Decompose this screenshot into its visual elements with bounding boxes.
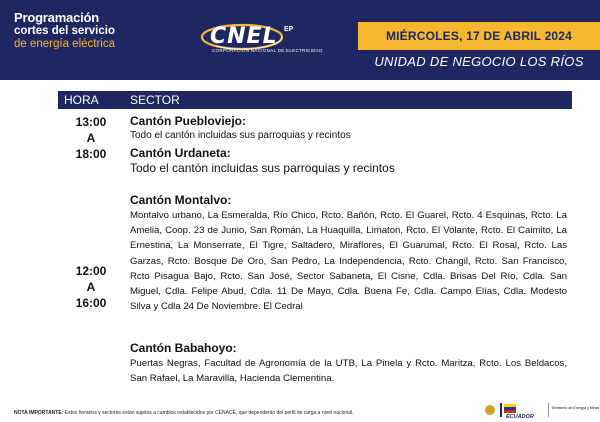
ministry-text: Ministerio de Energía y Minas <box>552 406 600 410</box>
cnel-logo-tagline: CORPORACIÓN NACIONAL DE ELECTRICIDAD <box>212 48 323 53</box>
canton-description: Todo el cantón incluidas sus parroquias y recintos <box>130 161 395 175</box>
gov-text: ECUADOR <box>506 414 534 420</box>
sector-montalvo <box>130 193 567 314</box>
sector-urdaneta <box>130 146 567 176</box>
canton-name: Cantón Montalvo: <box>130 193 232 207</box>
time-slot-1 <box>58 114 124 162</box>
cnel-logo-ep: EP <box>284 26 294 33</box>
canton-description: Montalvo urbano, La Esmeralda, Río Chico, Rcto. Bañón, Rcto. El Guarel, Rcto. 4 Esquinas, Rcto. La Amelia, Coop. 23 de Junio, San Román, La Huaquilla, Limaton, Rcto. El Volante, Rcto. El Caimito, La Ernestina, La Monserrate, El Tigre, Saltadero, Miraflores, El Guarumal, Rcto. El Rosal, Rcto. Las Garzas, Rcto. Bosque De Oro, San Pedro, La Independencia, Rcto. Changil, Rcto. San Francisco, Rcto Pisagua Bajo, Rcto. San José, Sector Sabaneta, El Cisne, Cdla. Brisas Del Río, Cdla. San Miguel, Cdla. Felipe Abud, Cdla. 11 De Mayo, Cdla. Buena Fe, Cdla. Campo Elías, Cdla. Modesto Silva y Cdla 24 De Noviembre. El Cedral <box>130 210 567 313</box>
table-header <box>58 91 572 109</box>
time-start: 12:00 <box>75 264 107 278</box>
time-separator: A <box>86 280 96 294</box>
program-title-block <box>14 10 164 51</box>
program-subtitle-accent: de energía eléctrica <box>14 38 116 50</box>
time-start: 13:00 <box>75 115 107 129</box>
canton-name: Cantón Urdaneta: <box>130 146 231 160</box>
note-text: Estos horarios y sectores están sujetos a cambios establecidos por CENACE, que dependerán del perfil de carga a nivel nacional. <box>64 410 354 416</box>
important-note <box>14 410 354 416</box>
canton-name: Cantón Puebloviejo: <box>130 114 247 128</box>
date-text: MIÉRCOLES, 17 DE ABRIL 2024 <box>385 29 573 43</box>
canton-description: Puertas Negras, Facultad de Agronomía de la UTB, La Pinela y Rcto. Maritza, Rcto. Los Beldacos, San Rafael, La Maravilla, Hacienda Clementina. <box>130 358 567 385</box>
program-title: Programación <box>14 10 100 25</box>
time-slot-2 <box>58 263 124 311</box>
column-header-hora: HORA <box>64 93 99 107</box>
column-header-sector: SECTOR <box>130 93 180 107</box>
canton-name: Cantón Babahoyo: <box>130 341 237 355</box>
note-label: NOTA IMPORTANTE: <box>14 410 64 416</box>
business-unit-title: UNIDAD DE NEGOCIO LOS RÍOS <box>374 54 584 69</box>
time-end: 18:00 <box>75 147 107 161</box>
sector-babahoyo <box>130 341 567 386</box>
sector-puebloviejo <box>130 114 567 143</box>
time-end: 16:00 <box>75 296 107 310</box>
ecuador-government-logo-icon <box>484 400 600 420</box>
time-separator: A <box>86 131 96 145</box>
date-banner <box>358 22 600 50</box>
cnel-logo-text: CNEL <box>210 24 278 49</box>
program-subtitle: cortes del servicio <box>14 25 115 37</box>
canton-description: Todo el cantón incluidas sus parroquias y recintos <box>130 130 351 141</box>
